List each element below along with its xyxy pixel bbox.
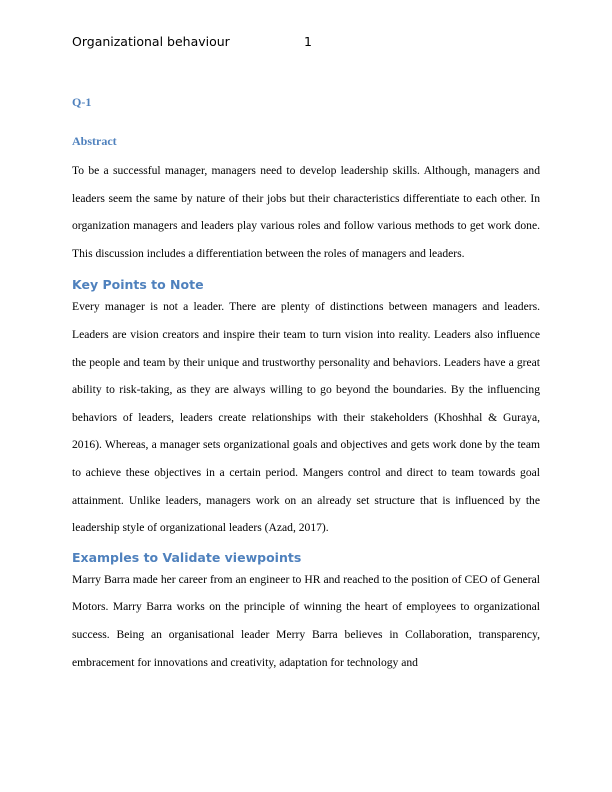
key-points-heading: Key Points to Note (72, 277, 204, 293)
key-points-paragraph: Every manager is not a leader. There are plenty of distinctions between managers and leaders. Leaders are vision creators and inspire their team to turn vision into reality. Leaders also influence the people and team by their unique and trustworthy personality and behaviors. Leaders have a great ability to risk-taking, as they are always willing to go beyond the boundaries. By the influencing behaviors of leaders, leaders create relationships with their stakeholders (Khoshhal & Guraya, 2016). Whereas, a manager sets organizational goals and objectives and gets work done by the team to achieve these objectives in a certain period. Mangers control and direct to team towards goal attainment. Unlike leaders, managers work on an already set structure that is influenced by the leadership style of organizational leaders (Azad, 2017). (72, 300, 540, 535)
question-label: Q-1 (72, 95, 92, 109)
abstract-paragraph: To be a successful manager, managers need to develop leadership skills. Although, managers and leaders seem the same by nature of their jobs but their characteristics differentiate to each other. In organization managers and leaders play various roles and follow various methods to get work done. This discussion includes a differentiation between the roles of managers and leaders. (72, 164, 540, 260)
page-number: 1 (304, 34, 312, 49)
document-body (72, 95, 540, 676)
header-title: Organizational behaviour (72, 34, 230, 49)
examples-heading: Examples to Validate viewpoints (72, 549, 302, 565)
examples-paragraph: Marry Barra made her career from an engineer to HR and reached to the position of CEO of General Motors. Marry Barra works on the principle of winning the heart of employees to organizational success. Being an organisational leader Merry Barra believes in Collaboration, transparency, embracement for innovations and creativity, adaptation for technology and (72, 572, 540, 669)
page-header (72, 34, 540, 52)
abstract-heading: Abstract (72, 134, 117, 148)
